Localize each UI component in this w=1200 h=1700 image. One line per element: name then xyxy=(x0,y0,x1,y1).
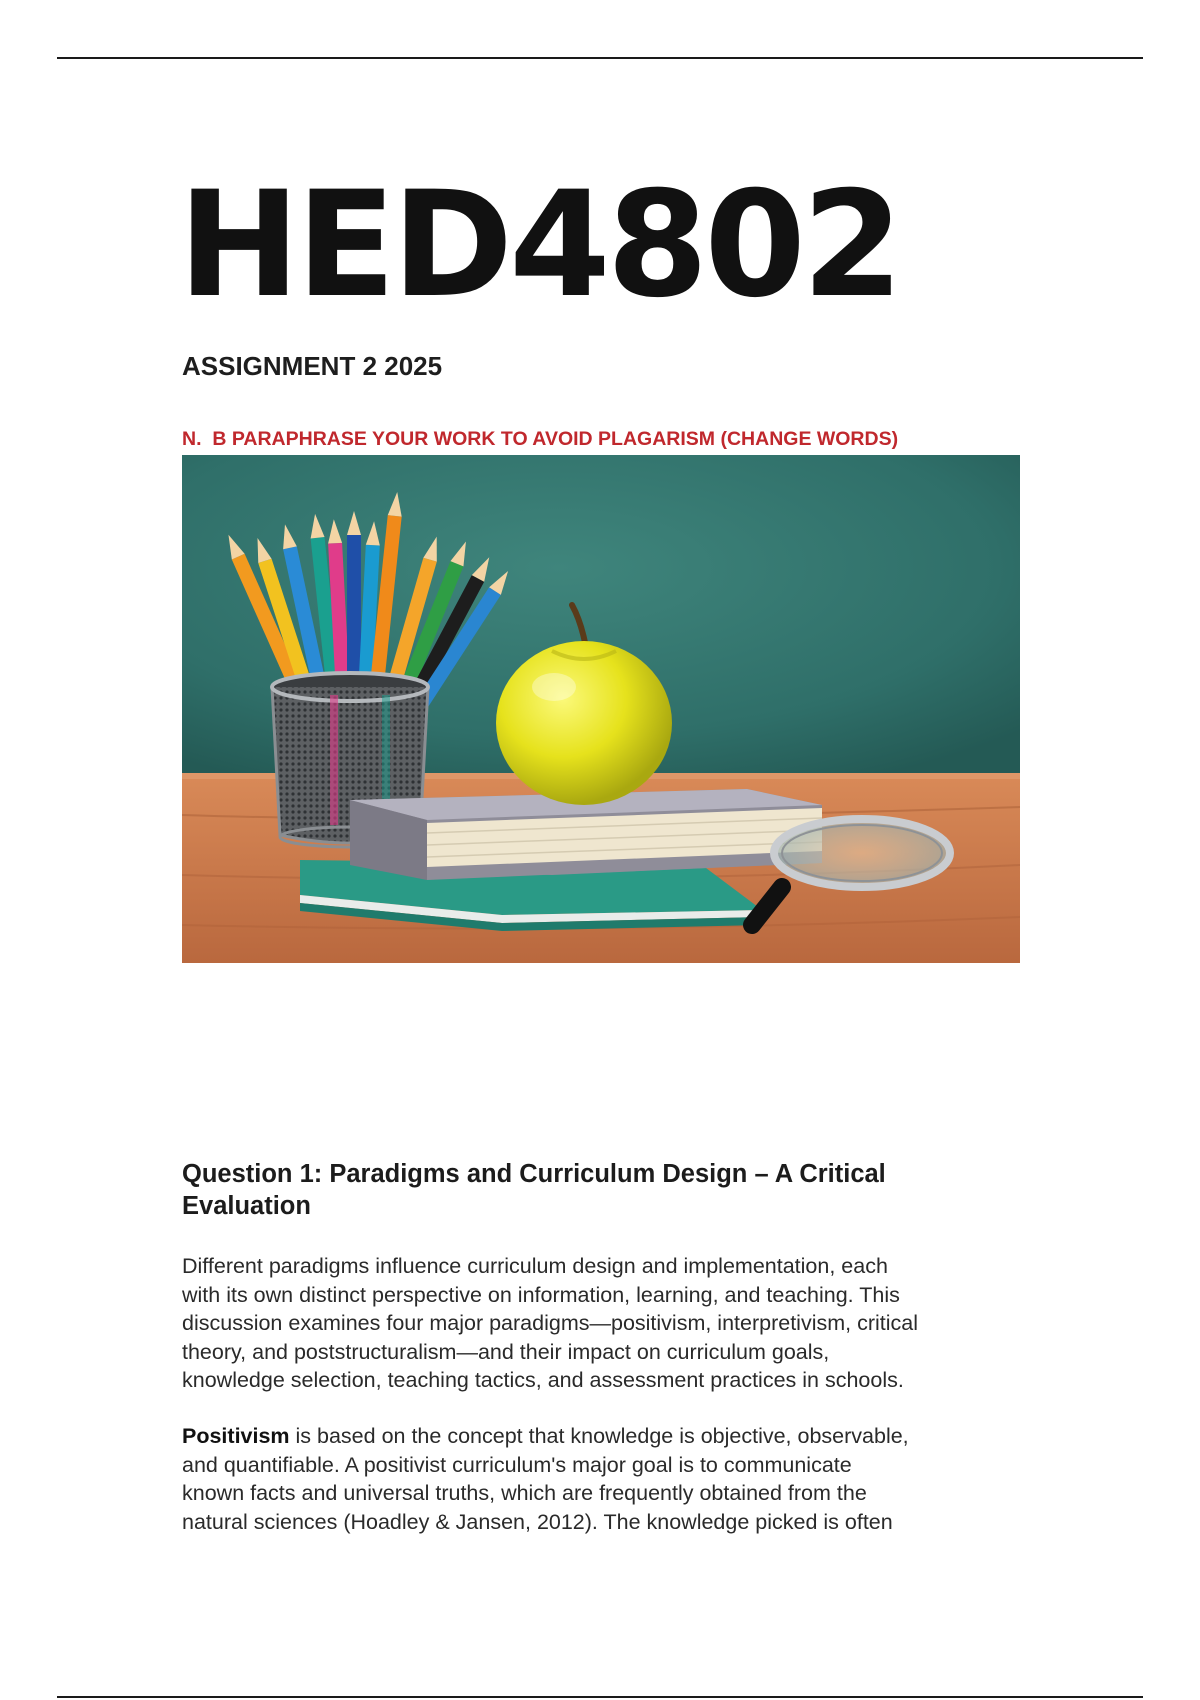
paragraph-line: discussion examines four major paradigms—positivism, interpretivism, critical xyxy=(182,1311,919,1336)
bottom-rule xyxy=(57,1696,1143,1698)
paragraph-line: with its own distinct perspective on information, learning, and teaching. This xyxy=(182,1282,900,1307)
paragraph-line: and quantifiable. A positivist curriculum's major goal is to communicate xyxy=(182,1452,852,1477)
positivism-term: Positivism xyxy=(182,1424,290,1448)
plagiarism-notice: N. B PARAPHRASE YOUR WORK TO AVOID PLAGARISM (CHANGE WORDS) xyxy=(182,428,899,450)
question-title-line: Question 1: Paradigms and Curriculum Design – A Critical xyxy=(182,1160,886,1188)
course-code-title: HED4802 xyxy=(178,160,900,330)
question-title-line: Evaluation xyxy=(182,1192,311,1220)
cover-photo xyxy=(182,455,1020,963)
paragraph-line-text: is based on the concept that knowledge is objective, observable, xyxy=(289,1424,909,1448)
paragraph-line: known facts and universal truths, which are frequently obtained from the xyxy=(182,1481,867,1506)
paragraph-line: Different paradigms influence curriculum design and implementation, each xyxy=(182,1254,888,1278)
assignment-heading: ASSIGNMENT 2 2025 xyxy=(182,351,443,381)
positivism-paragraph xyxy=(182,1422,1022,1536)
top-rule xyxy=(57,57,1143,59)
paragraph-line: knowledge selection, teaching tactics, and assessment practices in schools. xyxy=(182,1368,904,1393)
question-title xyxy=(182,1158,1002,1222)
paragraph-line: theory, and poststructuralism—and their impact on curriculum goals, xyxy=(182,1339,830,1364)
paragraph-line xyxy=(182,1422,1022,1451)
intro-paragraph xyxy=(182,1252,1022,1395)
paragraph-line: natural sciences (Hoadley & Jansen, 2012). The knowledge picked is often xyxy=(182,1509,893,1534)
